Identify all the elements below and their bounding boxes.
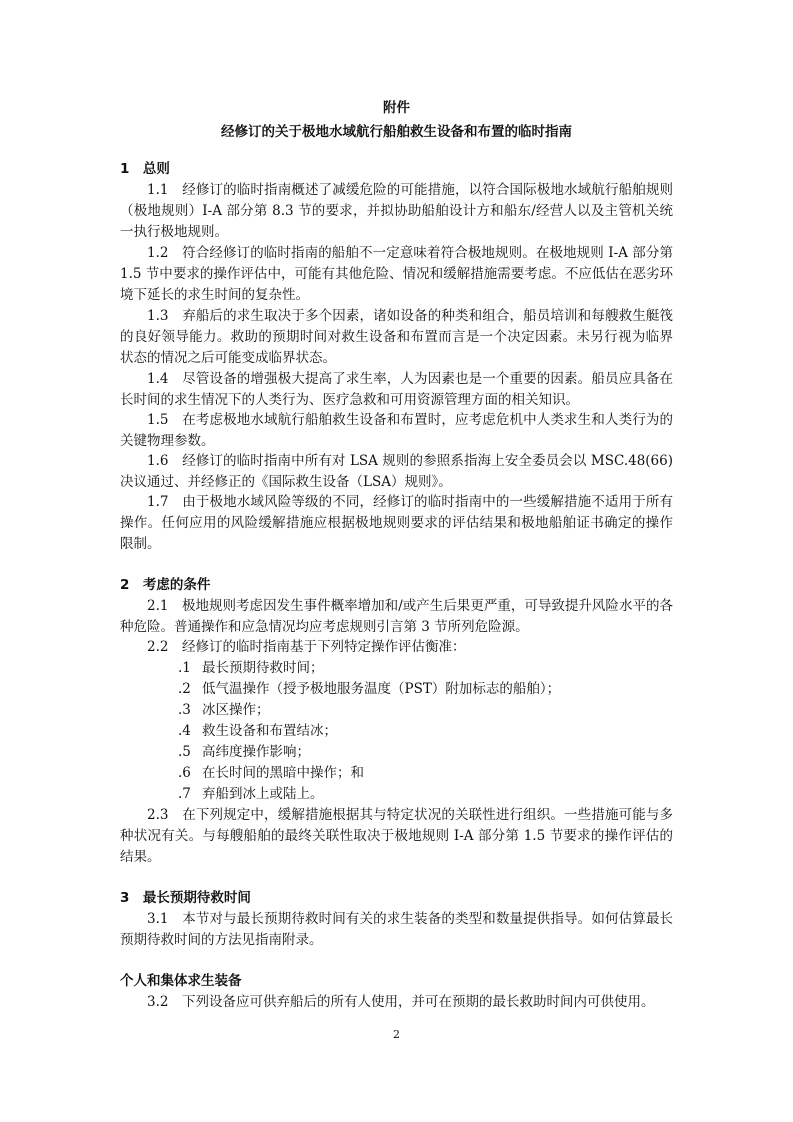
- paragraph-1-2: 1.2 符合经修订的临时指南的船舶不一定意味着符合极地规则。在极地规则 I-A 部分第 1.5 节中要求的操作评估中，可能有其他危险、情况和缓解措施需要考虑。不应低估在恶劣环境下延长的求生时间的复杂性。: [120, 245, 673, 303]
- subsection-heading: 个人和集体求生装备: [120, 973, 242, 989]
- annex-heading: 附件: [383, 100, 410, 116]
- list-item-number: .1: [178, 660, 191, 676]
- paragraph-1-4: 1.4 尽管设备的增强极大提高了求生率，人为因素也是一个重要的因素。船员应具备在长时间的求生情况下的人类行为、医疗急救和可用资源管理方面的相关知识。: [120, 371, 673, 408]
- section-3-heading: 3 最长预期待救时间: [120, 890, 251, 906]
- list-item-number: .3: [178, 702, 191, 718]
- page-number: 2: [393, 1028, 400, 1041]
- list-item-text: 救生设备和布置结冰；: [202, 723, 337, 739]
- list-item-text: 最长预期待救时间；: [202, 660, 324, 676]
- paragraph-2-1: 2.1 极地规则考虑因发生事件概率增加和/或产生后果更严重，可导致提升风险水平的各种危险。普通操作和应急情况均应考虑规则引言第 3 节所列危险源。: [120, 598, 673, 635]
- list-item: [178, 658, 324, 678]
- paragraph-1-7: 1.7 由于极地水域风险等级的不同，经修订的临时指南中的一些缓解措施不适用于所有操作。任何应用的风险缓解措施应根据极地规则要求的评估结果和极地船舶证书确定的操作限制。: [120, 494, 673, 552]
- paragraph-3-1: 3.1 本节对与最长预期待救时间有关的求生装备的类型和数量提供指导。如何估算最长预期待救时间的方法见指南附录。: [120, 911, 673, 948]
- list-item-text: 高纬度操作影响；: [202, 744, 310, 760]
- list-item-number: .7: [178, 786, 191, 802]
- list-item-number: .5: [178, 744, 191, 760]
- list-item: [178, 700, 270, 720]
- list-item-number: .4: [178, 723, 191, 739]
- paragraph-3-2: 3.2 下列设备应可供弃船后的所有人使用，并可在预期的最长救助时间内可供使用。: [147, 994, 655, 1010]
- list-item-text: 低气温操作（授予极地服务温度（PST）附加标志的船舶）；: [202, 681, 561, 697]
- list-item: [178, 679, 560, 699]
- paragraph-1-3: 1.3 弃船后的求生取决于多个因素，诸如设备的种类和组合，船员培训和每艘救生艇筏的良好领导能力。救助的预期时间对救生设备和布置而言是一个决定因素。未另行视为临界状态的情况之后可能变成临界状态。: [120, 308, 673, 366]
- paragraph-2-3: 2.3 在下列规定中，缓解措施根据其与特定状况的关联性进行组织。一些措施可能与多种状况有关。与每艘船舶的最终关联性取决于极地规则 I-A 部分第 1.5 节要求的操作评估的结果。: [120, 807, 673, 865]
- section-2-heading: 2 考虑的条件: [120, 577, 211, 593]
- paragraph-1-1: 1.1 经修订的临时指南概述了减缓危险的可能措施，以符合国际极地水域航行船舶规则（极地规则）I-A 部分第 8.3 节的要求，并拟协助船舶设计方和船东/经营人以及主管机关统一执行极地规则。: [120, 182, 673, 240]
- list-item: [178, 742, 310, 762]
- paragraph-2-2: 2.2 经修订的临时指南基于下列特定操作评估衡准：: [147, 639, 466, 655]
- list-item: [178, 784, 324, 804]
- document-title: 经修订的关于极地水域航行船舶救生设备和布置的临时指南: [221, 124, 572, 140]
- list-item-number: .6: [178, 765, 191, 781]
- list-item: [178, 763, 364, 783]
- list-item-number: .2: [178, 681, 191, 697]
- list-item-text: 在长时间的黑暗中操作；和: [202, 765, 364, 781]
- paragraph-1-5: 1.5 在考虑极地水域航行船舶救生设备和布置时，应考虑危机中人类求生和人类行为的关键物理参数。: [120, 412, 673, 449]
- list-item: [178, 721, 337, 741]
- list-item-text: 冰区操作；: [202, 702, 270, 718]
- paragraph-1-6: 1.6 经修订的临时指南中所有对 LSA 规则的参照系指海上安全委员会以 MSC.48(66) 决议通过、并经修正的《国际救生设备（LSA）规则》。: [120, 453, 673, 490]
- list-item-text: 弃船到冰上或陆上。: [202, 786, 324, 802]
- section-1-heading: 1 总则: [120, 161, 170, 177]
